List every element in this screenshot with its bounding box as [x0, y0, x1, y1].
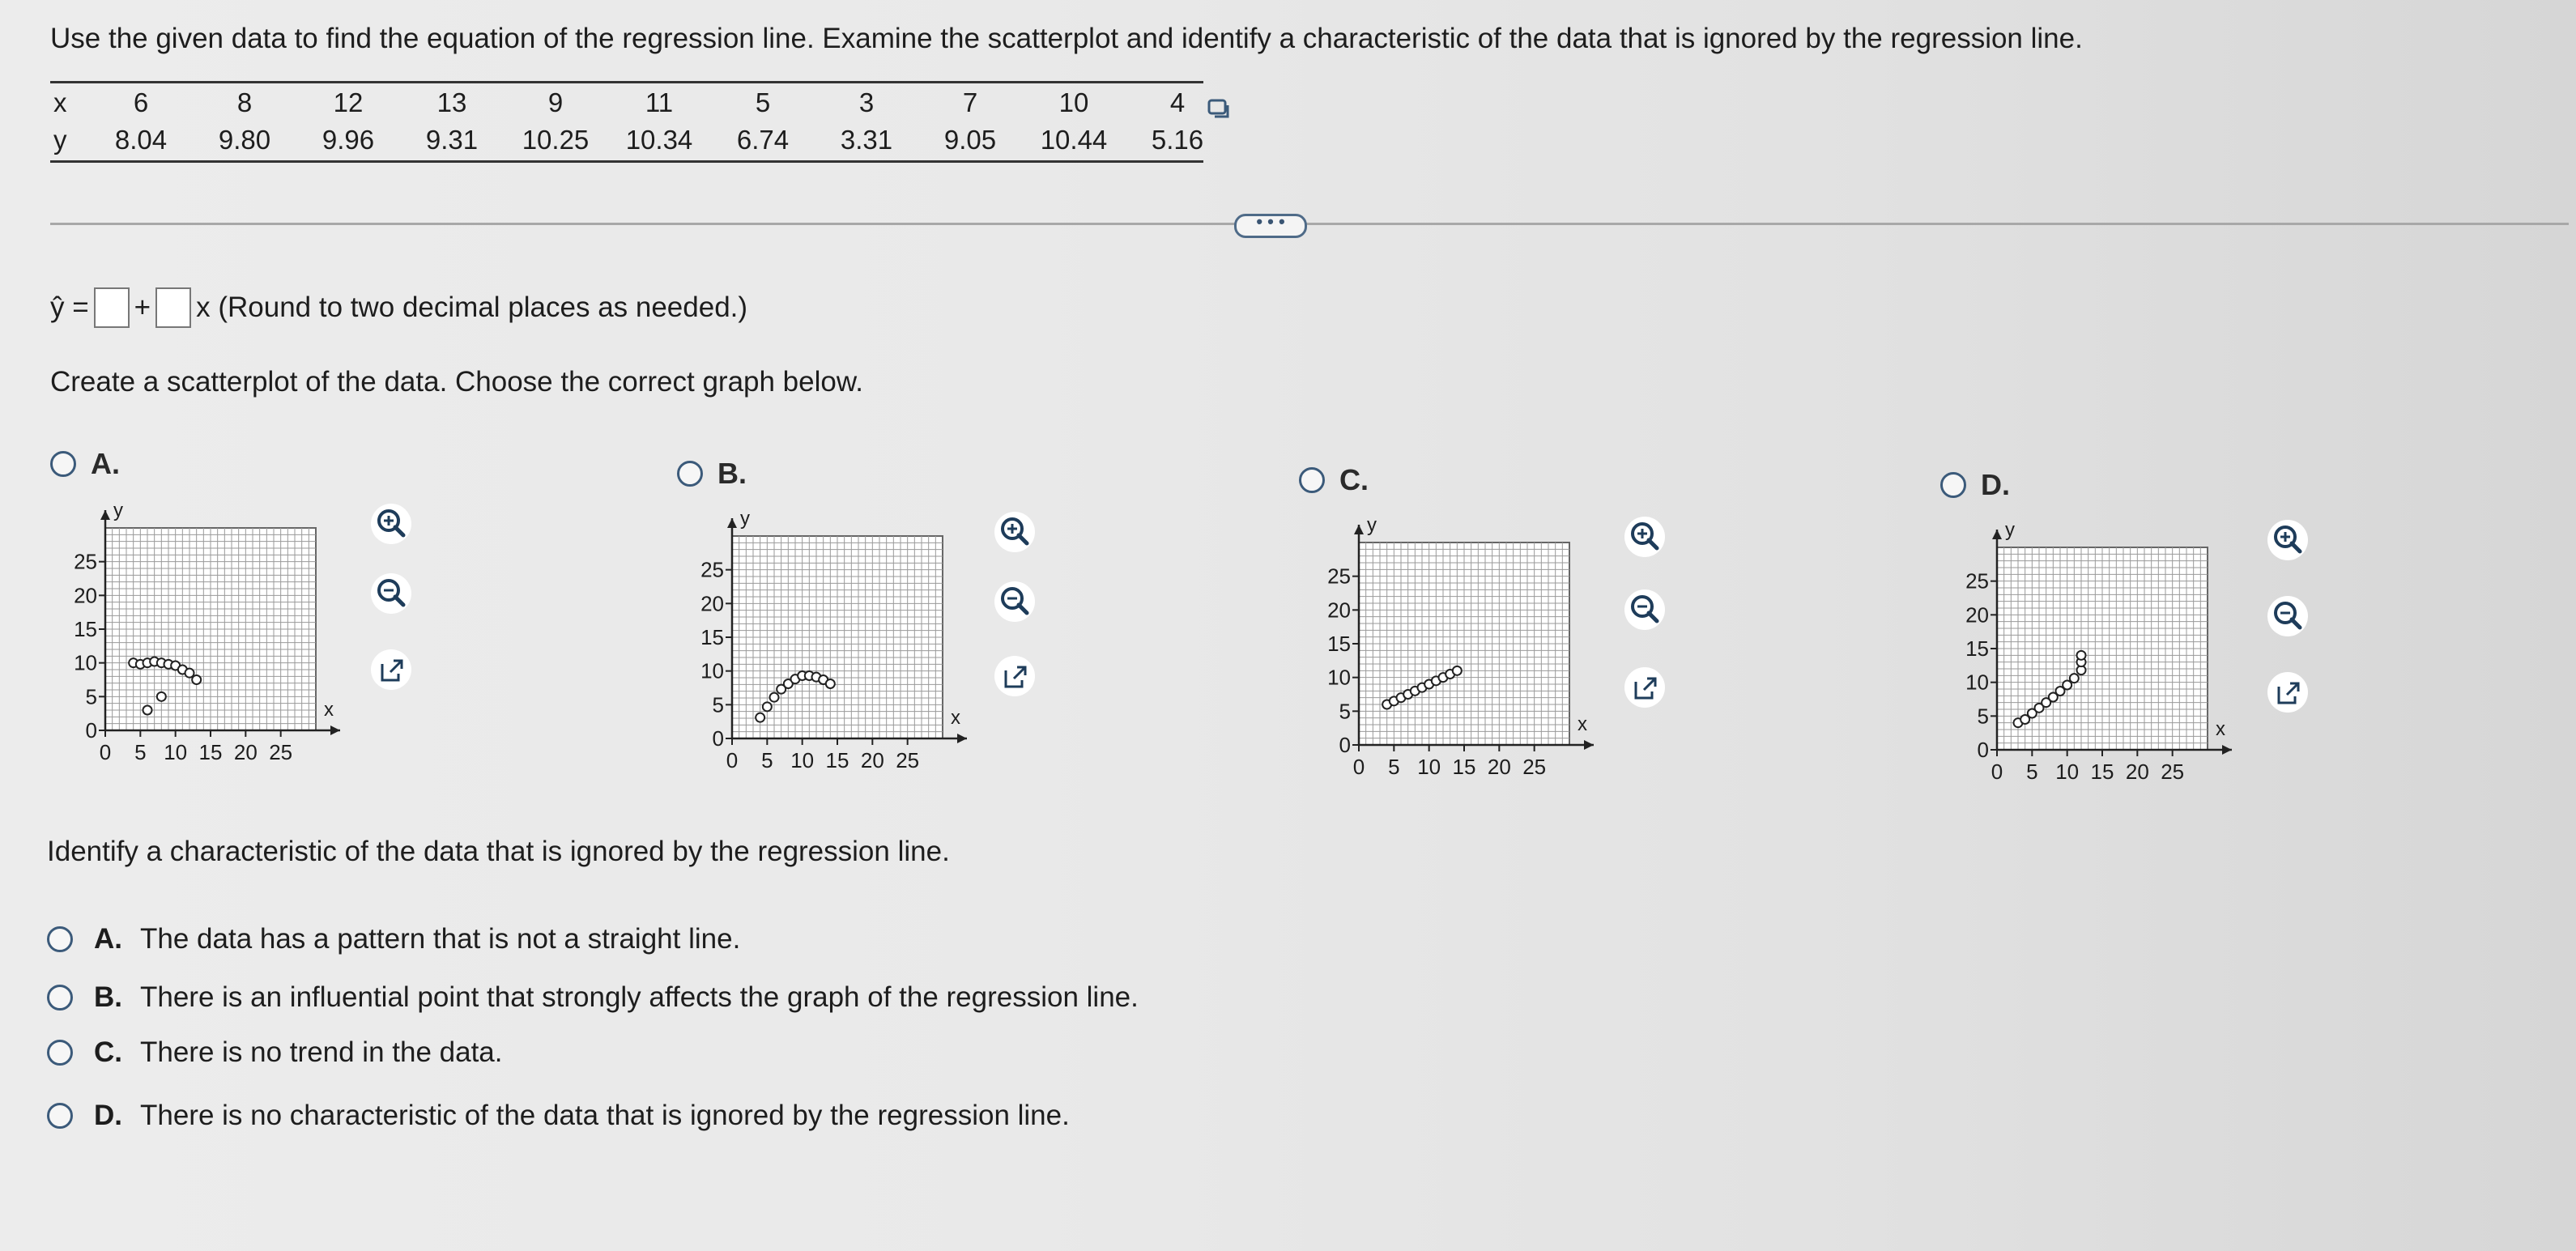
x-tick-label: 5: [134, 740, 147, 764]
graph-option-c[interactable]: [1299, 463, 1369, 497]
answer-label: D.: [94, 1100, 122, 1131]
y-tick-label: 5: [1977, 704, 1989, 729]
table-row-x: [50, 84, 1229, 121]
x-value: 6: [133, 87, 149, 117]
x-tick-label: 10: [790, 748, 815, 772]
radio-button[interactable]: [47, 926, 73, 952]
x-axis-label: x: [2216, 718, 2225, 740]
expand-icon[interactable]: [369, 648, 413, 691]
x-tick-label: 25: [2161, 760, 2185, 784]
y-axis-arrow: [727, 518, 737, 528]
x-tick-label: 5: [761, 748, 773, 772]
y-axis-arrow: [1354, 525, 1364, 534]
expand-icon[interactable]: [1623, 666, 1667, 709]
y-value: 9.05: [943, 125, 997, 155]
x-tick-label: 20: [2125, 760, 2149, 784]
y-tick-label: 15: [1327, 632, 1351, 656]
x-value: 9: [547, 87, 564, 117]
y-tick-label: 10: [1965, 670, 1989, 695]
x-tick-label: 5: [2026, 760, 2038, 784]
round-instruction: x (Round to two decimal places as needed.): [196, 291, 748, 323]
answer-text: The data has a pattern that is not a straight line.: [140, 923, 741, 955]
y-tick-label: 15: [700, 625, 724, 649]
radio-button[interactable]: [50, 451, 76, 477]
x-value: 12: [333, 87, 364, 117]
y-tick-label: 15: [1965, 636, 1989, 661]
answer-text: There is no characteristic of the data that is ignored by the regression line.: [140, 1100, 1070, 1131]
data-point: [826, 679, 835, 688]
radio-button[interactable]: [1940, 472, 1966, 498]
radio-button[interactable]: [1299, 467, 1325, 493]
y-header: y: [53, 125, 67, 155]
y-tick-label: 0: [712, 726, 724, 751]
yhat-label: ŷ =: [50, 291, 89, 323]
data-point: [1453, 666, 1462, 675]
y-axis-label: y: [2005, 519, 2015, 541]
answer-option-c[interactable]: [47, 1036, 503, 1069]
y-axis-label: y: [113, 500, 123, 521]
copy-data-icon[interactable]: [1207, 97, 1233, 121]
x-tick-label: 10: [164, 740, 188, 764]
x-tick-label: 0: [726, 748, 739, 772]
y-axis-arrow: [1992, 530, 2002, 539]
x-tick-label: 25: [896, 748, 920, 772]
x-value: 4: [1169, 87, 1186, 117]
y-axis-label: y: [740, 508, 750, 530]
x-tick-label: 25: [1522, 755, 1547, 779]
y-value: 10.25: [522, 125, 590, 155]
slope-input[interactable]: [155, 287, 191, 328]
radio-button[interactable]: [47, 985, 73, 1011]
graph-option-b[interactable]: [677, 457, 747, 491]
radio-button[interactable]: [47, 1040, 73, 1066]
table-top-rule: [50, 81, 1203, 83]
y-value: 5.16: [1151, 125, 1204, 155]
x-tick-label: 15: [198, 740, 223, 764]
y-value: 6.74: [736, 125, 790, 155]
answer-option-d[interactable]: [47, 1100, 1070, 1132]
y-tick-label: 10: [74, 650, 97, 675]
more-button[interactable]: • • •: [1234, 214, 1307, 238]
question-text: Use the given data to find the equation of the regression line. Examine the scatterplot and identify a characteristic of the data that is ignored by the regression line.: [50, 23, 2083, 54]
x-value: 10: [1058, 87, 1089, 117]
x-axis-arrow: [1584, 740, 1594, 750]
table-bottom-rule: [50, 160, 1203, 163]
x-axis-arrow: [957, 734, 967, 743]
radio-button[interactable]: [47, 1103, 73, 1129]
expand-icon[interactable]: [993, 654, 1037, 698]
y-tick-label: 15: [74, 617, 97, 641]
option-label: A.: [91, 447, 120, 480]
x-tick-label: 15: [1452, 755, 1476, 779]
zoom-in-icon[interactable]: [993, 510, 1037, 554]
x-axis-label: x: [324, 699, 334, 721]
scatter-graph-d[interactable]: [1940, 515, 2280, 790]
x-tick-label: 15: [825, 748, 849, 772]
data-point: [143, 706, 152, 715]
x-tick-label: 10: [1417, 755, 1441, 779]
data-point: [192, 675, 201, 684]
scatter-graph-b[interactable]: [675, 504, 1015, 779]
option-label: B.: [717, 457, 747, 490]
x-header: x: [53, 87, 67, 117]
x-value: 13: [436, 87, 467, 117]
y-tick-label: 25: [1327, 564, 1351, 589]
y-axis-arrow: [100, 510, 110, 520]
y-tick-label: 20: [1965, 602, 1989, 628]
x-tick-label: 15: [2090, 760, 2114, 784]
data-point: [763, 702, 772, 711]
expand-icon[interactable]: [2266, 670, 2310, 714]
data-point: [2063, 681, 2071, 690]
table-row-y: [50, 121, 1229, 159]
y-value: 9.80: [218, 125, 271, 155]
data-point: [756, 713, 764, 722]
y-value: 10.34: [625, 125, 693, 155]
data-point: [770, 693, 779, 702]
x-value: 7: [962, 87, 978, 117]
x-axis-arrow: [2222, 745, 2232, 755]
data-point: [2070, 674, 2079, 683]
y-tick-label: 0: [1339, 733, 1351, 757]
data-point: [157, 692, 166, 701]
y-tick-label: 20: [700, 591, 724, 616]
x-tick-label: 20: [233, 740, 258, 764]
intercept-input[interactable]: [94, 287, 130, 328]
answer-label: B.: [94, 981, 122, 1013]
x-value: 8: [236, 87, 253, 117]
y-value: 9.31: [425, 125, 479, 155]
answer-label: C.: [94, 1036, 122, 1068]
answer-option-b[interactable]: [47, 981, 1139, 1014]
data-point: [2077, 651, 2086, 660]
y-tick-label: 20: [1327, 598, 1351, 623]
y-tick-label: 25: [1965, 568, 1989, 594]
x-value: 3: [858, 87, 875, 117]
x-value: 5: [755, 87, 771, 117]
answer-label: A.: [94, 923, 122, 955]
scatter-graph-c[interactable]: [1302, 510, 1642, 785]
data-table: [50, 84, 1229, 159]
graph-option-a[interactable]: [50, 447, 120, 481]
x-tick-label: 0: [99, 740, 112, 764]
zoom-out-icon[interactable]: [1623, 588, 1667, 632]
y-tick-label: 10: [700, 658, 724, 683]
x-tick-label: 10: [2055, 760, 2080, 784]
y-value: 3.31: [840, 125, 893, 155]
scatter-prompt: Create a scatterplot of the data. Choose the correct graph below.: [50, 366, 863, 398]
x-tick-label: 5: [1388, 755, 1400, 779]
y-tick-label: 5: [1339, 699, 1351, 724]
radio-button[interactable]: [677, 461, 703, 487]
answer-text: There is an influential point that strongly affects the graph of the regression line.: [140, 981, 1139, 1013]
y-value: 9.96: [321, 125, 375, 155]
y-tick-label: 10: [1327, 665, 1351, 690]
x-value: 11: [645, 87, 674, 117]
equation-row: [50, 287, 747, 328]
y-tick-label: 0: [1977, 738, 1989, 762]
answer-option-a[interactable]: [47, 923, 740, 955]
scatter-graph-a[interactable]: [49, 496, 389, 771]
x-axis-arrow: [330, 725, 340, 735]
y-tick-label: 25: [74, 549, 97, 574]
option-label: C.: [1339, 463, 1369, 496]
x-tick-label: 0: [1991, 760, 2003, 784]
answer-text: There is no trend in the data.: [140, 1036, 503, 1068]
y-tick-label: 0: [85, 718, 97, 743]
zoom-in-icon[interactable]: [1623, 515, 1667, 559]
y-value: 10.44: [1040, 125, 1108, 155]
option-label: D.: [1981, 468, 2010, 501]
x-tick-label: 25: [269, 740, 293, 764]
section-divider: [50, 223, 2569, 225]
zoom-out-icon[interactable]: [993, 580, 1037, 623]
graph-option-d[interactable]: [1940, 468, 2010, 502]
y-axis-label: y: [1367, 514, 1377, 536]
zoom-in-icon[interactable]: [2266, 518, 2310, 562]
plus-sign: +: [134, 291, 151, 323]
y-tick-label: 5: [85, 684, 97, 709]
zoom-in-icon[interactable]: [369, 502, 413, 546]
y-tick-label: 25: [700, 557, 724, 582]
x-tick-label: 20: [1487, 755, 1511, 779]
y-tick-label: 5: [712, 692, 724, 717]
data-point: [185, 669, 194, 678]
y-tick-label: 20: [74, 583, 97, 608]
x-axis-label: x: [1578, 713, 1587, 735]
zoom-out-icon[interactable]: [2266, 594, 2310, 638]
x-tick-label: 20: [860, 748, 884, 772]
x-tick-label: 0: [1352, 755, 1365, 779]
y-value: 8.04: [114, 125, 168, 155]
x-axis-label: x: [951, 707, 960, 729]
zoom-out-icon[interactable]: [369, 572, 413, 615]
characteristic-prompt: Identify a characteristic of the data that is ignored by the regression line.: [47, 836, 950, 867]
